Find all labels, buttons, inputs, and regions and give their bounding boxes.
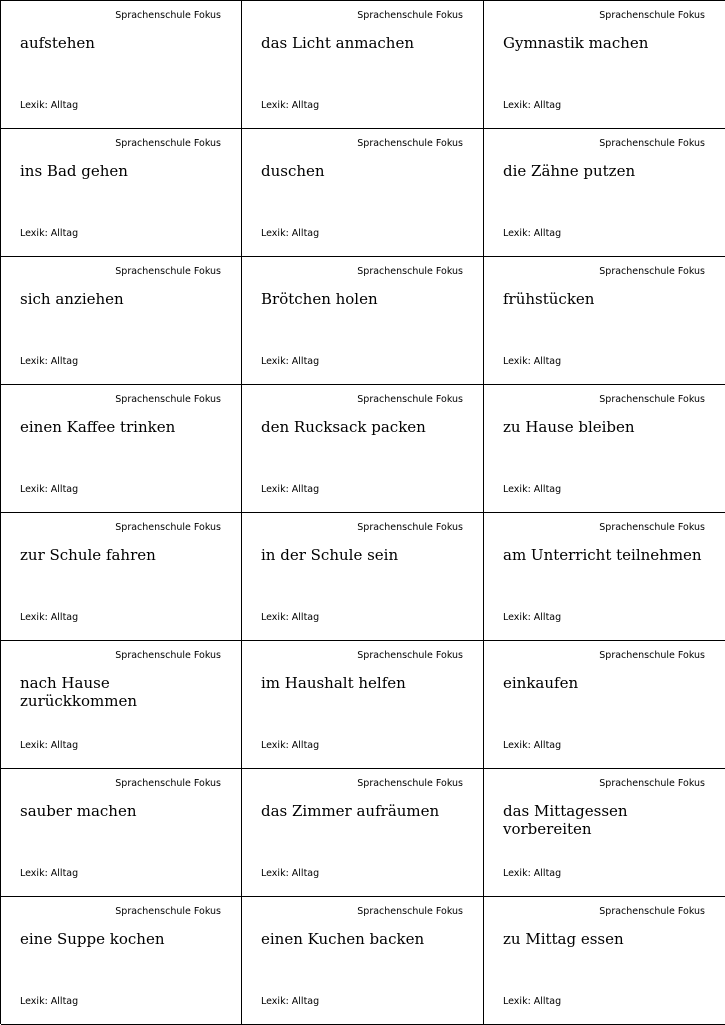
school-name: Sprachenschule Fokus (115, 266, 221, 277)
flashcard (484, 513, 725, 641)
vocabulary-term: nach Hause zurückkommen (20, 674, 137, 710)
category-label: Lexik: Alltag (20, 356, 79, 367)
vocabulary-term: duschen (261, 162, 325, 180)
vocabulary-term: frühstücken (503, 290, 595, 308)
flashcard (1, 513, 242, 641)
vocabulary-term: Gymnastik machen (503, 34, 649, 52)
flashcard (1, 129, 242, 257)
flashcard (484, 257, 725, 385)
vocabulary-term: einen Kaffee trinken (20, 418, 176, 436)
category-label: Lexik: Alltag (503, 228, 562, 239)
vocabulary-term: einen Kuchen backen (261, 930, 425, 948)
school-name: Sprachenschule Fokus (357, 138, 463, 149)
school-name: Sprachenschule Fokus (599, 906, 705, 917)
category-label: Lexik: Alltag (503, 612, 562, 623)
vocabulary-term: zu Mittag essen (503, 930, 624, 948)
school-name: Sprachenschule Fokus (115, 138, 221, 149)
vocabulary-term: Brötchen holen (261, 290, 378, 308)
flashcard (242, 641, 484, 769)
school-name: Sprachenschule Fokus (599, 778, 705, 789)
school-name: Sprachenschule Fokus (599, 266, 705, 277)
flashcard (242, 257, 484, 385)
category-label: Lexik: Alltag (503, 100, 562, 111)
vocabulary-term: das Mittagessen vorbereiten (503, 802, 628, 838)
school-name: Sprachenschule Fokus (115, 650, 221, 661)
category-label: Lexik: Alltag (503, 356, 562, 367)
vocabulary-term: aufstehen (20, 34, 95, 52)
school-name: Sprachenschule Fokus (357, 522, 463, 533)
flashcard (1, 257, 242, 385)
flashcard (1, 641, 242, 769)
school-name: Sprachenschule Fokus (115, 10, 221, 21)
flashcard (484, 897, 725, 1025)
category-label: Lexik: Alltag (261, 100, 320, 111)
category-label: Lexik: Alltag (20, 868, 79, 879)
flashcard (484, 129, 725, 257)
school-name: Sprachenschule Fokus (115, 394, 221, 405)
category-label: Lexik: Alltag (20, 100, 79, 111)
school-name: Sprachenschule Fokus (599, 650, 705, 661)
category-label: Lexik: Alltag (20, 996, 79, 1007)
school-name: Sprachenschule Fokus (599, 522, 705, 533)
vocabulary-term: am Unterricht teilnehmen (503, 546, 702, 564)
category-label: Lexik: Alltag (261, 612, 320, 623)
category-label: Lexik: Alltag (503, 996, 562, 1007)
vocabulary-term: das Licht anmachen (261, 34, 414, 52)
school-name: Sprachenschule Fokus (357, 778, 463, 789)
category-label: Lexik: Alltag (261, 484, 320, 495)
vocabulary-term: die Zähne putzen (503, 162, 636, 180)
flashcard (242, 769, 484, 897)
vocabulary-term: sich anziehen (20, 290, 124, 308)
flashcard (1, 1, 242, 129)
school-name: Sprachenschule Fokus (115, 522, 221, 533)
school-name: Sprachenschule Fokus (357, 266, 463, 277)
school-name: Sprachenschule Fokus (357, 650, 463, 661)
category-label: Lexik: Alltag (261, 356, 320, 367)
category-label: Lexik: Alltag (503, 868, 562, 879)
school-name: Sprachenschule Fokus (599, 394, 705, 405)
vocabulary-term: das Zimmer aufräumen (261, 802, 440, 820)
category-label: Lexik: Alltag (503, 484, 562, 495)
category-label: Lexik: Alltag (261, 740, 320, 751)
flashcard (1, 385, 242, 513)
category-label: Lexik: Alltag (261, 996, 320, 1007)
vocabulary-term: den Rucksack packen (261, 418, 426, 436)
school-name: Sprachenschule Fokus (357, 394, 463, 405)
flashcard (1, 897, 242, 1025)
flashcard (484, 769, 725, 897)
category-label: Lexik: Alltag (20, 740, 79, 751)
vocabulary-term: einkaufen (503, 674, 579, 692)
category-label: Lexik: Alltag (503, 740, 562, 751)
school-name: Sprachenschule Fokus (357, 906, 463, 917)
vocabulary-term: im Haushalt helfen (261, 674, 406, 692)
school-name: Sprachenschule Fokus (357, 10, 463, 21)
vocabulary-term: eine Suppe kochen (20, 930, 165, 948)
vocabulary-term: ins Bad gehen (20, 162, 128, 180)
school-name: Sprachenschule Fokus (599, 10, 705, 21)
flashcard (484, 385, 725, 513)
vocabulary-term: zu Hause bleiben (503, 418, 635, 436)
school-name: Sprachenschule Fokus (599, 138, 705, 149)
school-name: Sprachenschule Fokus (115, 906, 221, 917)
flashcard (242, 513, 484, 641)
vocabulary-term: in der Schule sein (261, 546, 399, 564)
flashcard (1, 769, 242, 897)
flashcard (484, 1, 725, 129)
flashcard (242, 897, 484, 1025)
flashcard (242, 1, 484, 129)
category-label: Lexik: Alltag (20, 228, 79, 239)
flashcard (242, 385, 484, 513)
category-label: Lexik: Alltag (20, 612, 79, 623)
school-name: Sprachenschule Fokus (115, 778, 221, 789)
category-label: Lexik: Alltag (261, 228, 320, 239)
category-label: Lexik: Alltag (20, 484, 79, 495)
flashcard (242, 129, 484, 257)
vocabulary-term: zur Schule fahren (20, 546, 156, 564)
vocabulary-term: sauber machen (20, 802, 137, 820)
flashcard (484, 641, 725, 769)
category-label: Lexik: Alltag (261, 868, 320, 879)
